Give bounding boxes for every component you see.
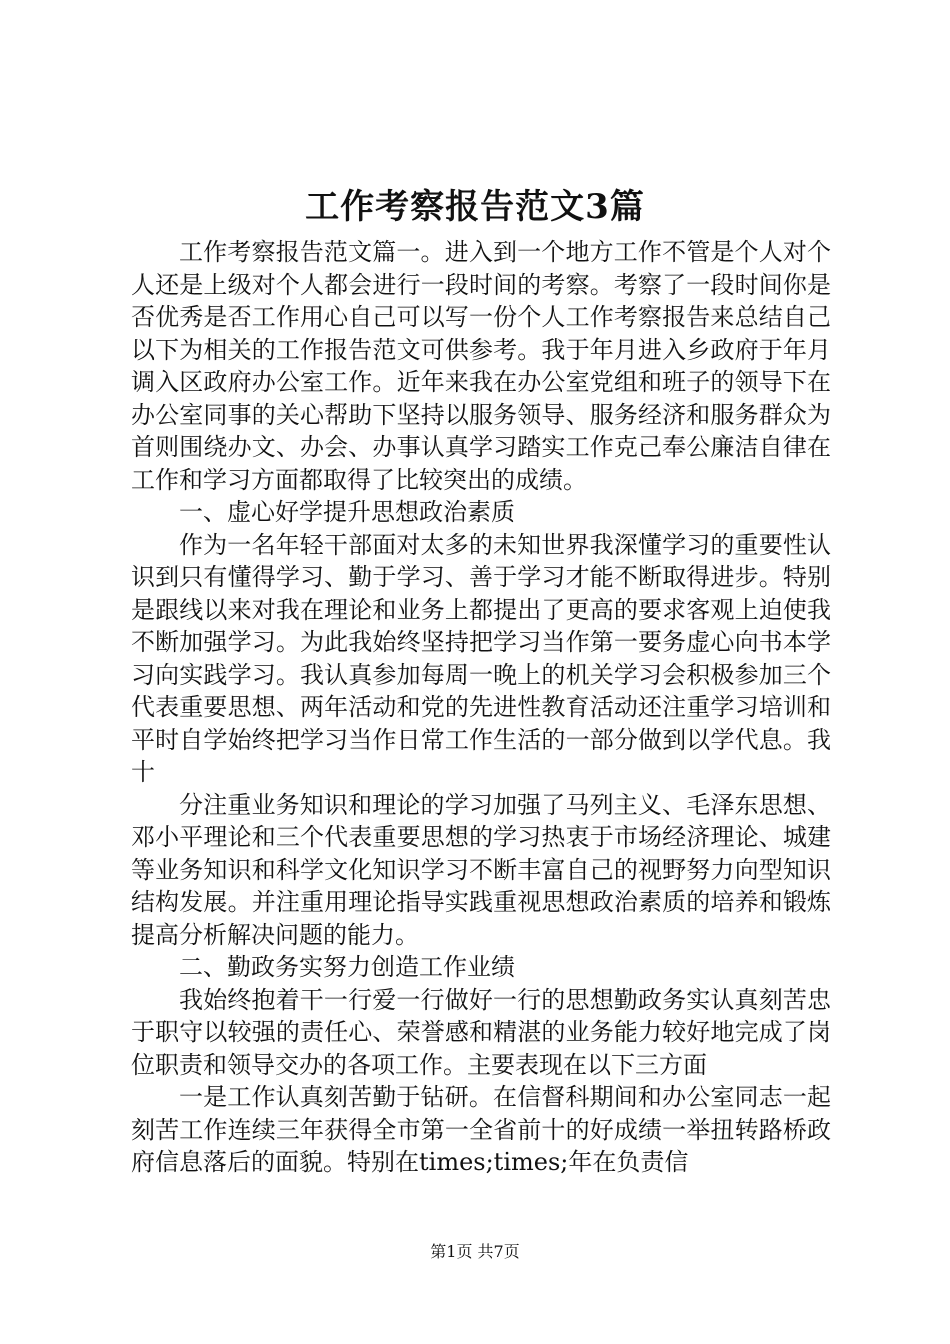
paragraph-diligence: 我始终抱着干一行爱一行做好一行的思想勤政务实认真刻苦忠于职守以较强的责任心、荣誉感和精湛的业务能力较好地完成了岗位职责和领导交办的各项工作。主要表现在以下三方面 — [131, 985, 831, 1079]
paragraph-theory: 分注重业务知识和理论的学习加强了马列主义、毛泽东思想、邓小平理论和三个代表重要思想的学习热衷于市场经济理论、城建等业务知识和科学文化知识学习不断丰富自己的视野努力向型知识结构发展。并注重用理论指导实践重视思想政治素质的培养和锻炼提高分析解决问题的能力。 — [131, 790, 831, 949]
paragraph-first-point: 一是工作认真刻苦勤于钻研。在信督科期间和办公室同志一起刻苦工作连续三年获得全市第一全省前十的好成绩一举扭转路桥政府信息落后的面貌。特别在times;times;年在负责信 — [131, 1083, 831, 1176]
paragraph-learning: 作为一名年轻干部面对太多的未知世界我深懂学习的重要性认识到只有懂得学习、勤于学习、善于学习才能不断取得进步。特别是跟线以来对我在理论和业务上都提出了更高的要求客观上迫使我不断加强学习。为此我始终坚持把学习当作第一要务虚心向书本学习向实践学习。我认真参加每周一晚上的机关学习会积极参加三个代表重要思想、两年活动和党的先进性教育活动还注重学习培训和平时自学始终把学习当作日常工作生活的一部分做到以学代息。我十 — [131, 530, 831, 786]
section-heading-1: 一、虚心好学提升思想政治素质 — [179, 498, 515, 526]
section-heading-2: 二、勤政务实努力创造工作业绩 — [179, 953, 515, 981]
document-body — [131, 236, 831, 1179]
page-footer: 第1页 共7页 — [430, 1242, 520, 1261]
paragraph-intro: 工作考察报告范文篇一。进入到一个地方工作不管是个人对个人还是上级对个人都会进行一段时间的考察。考察了一段时间你是否优秀是否工作用心自己可以写一份个人工作考察报告来总结自己以下为相关的工作报告范文可供参考。我于年月进入乡政府于年月调入区政府办公室工作。近年来我在办公室党组和班子的领导下在办公室同事的关心帮助下坚持以服务领导、服务经济和服务群众为首则围绕办文、办会、办事认真学习踏实工作克己奉公廉洁自律在工作和学习方面都取得了比较突出的成绩。 — [131, 238, 831, 494]
document-title: 工作考察报告范文3篇 — [305, 187, 645, 227]
